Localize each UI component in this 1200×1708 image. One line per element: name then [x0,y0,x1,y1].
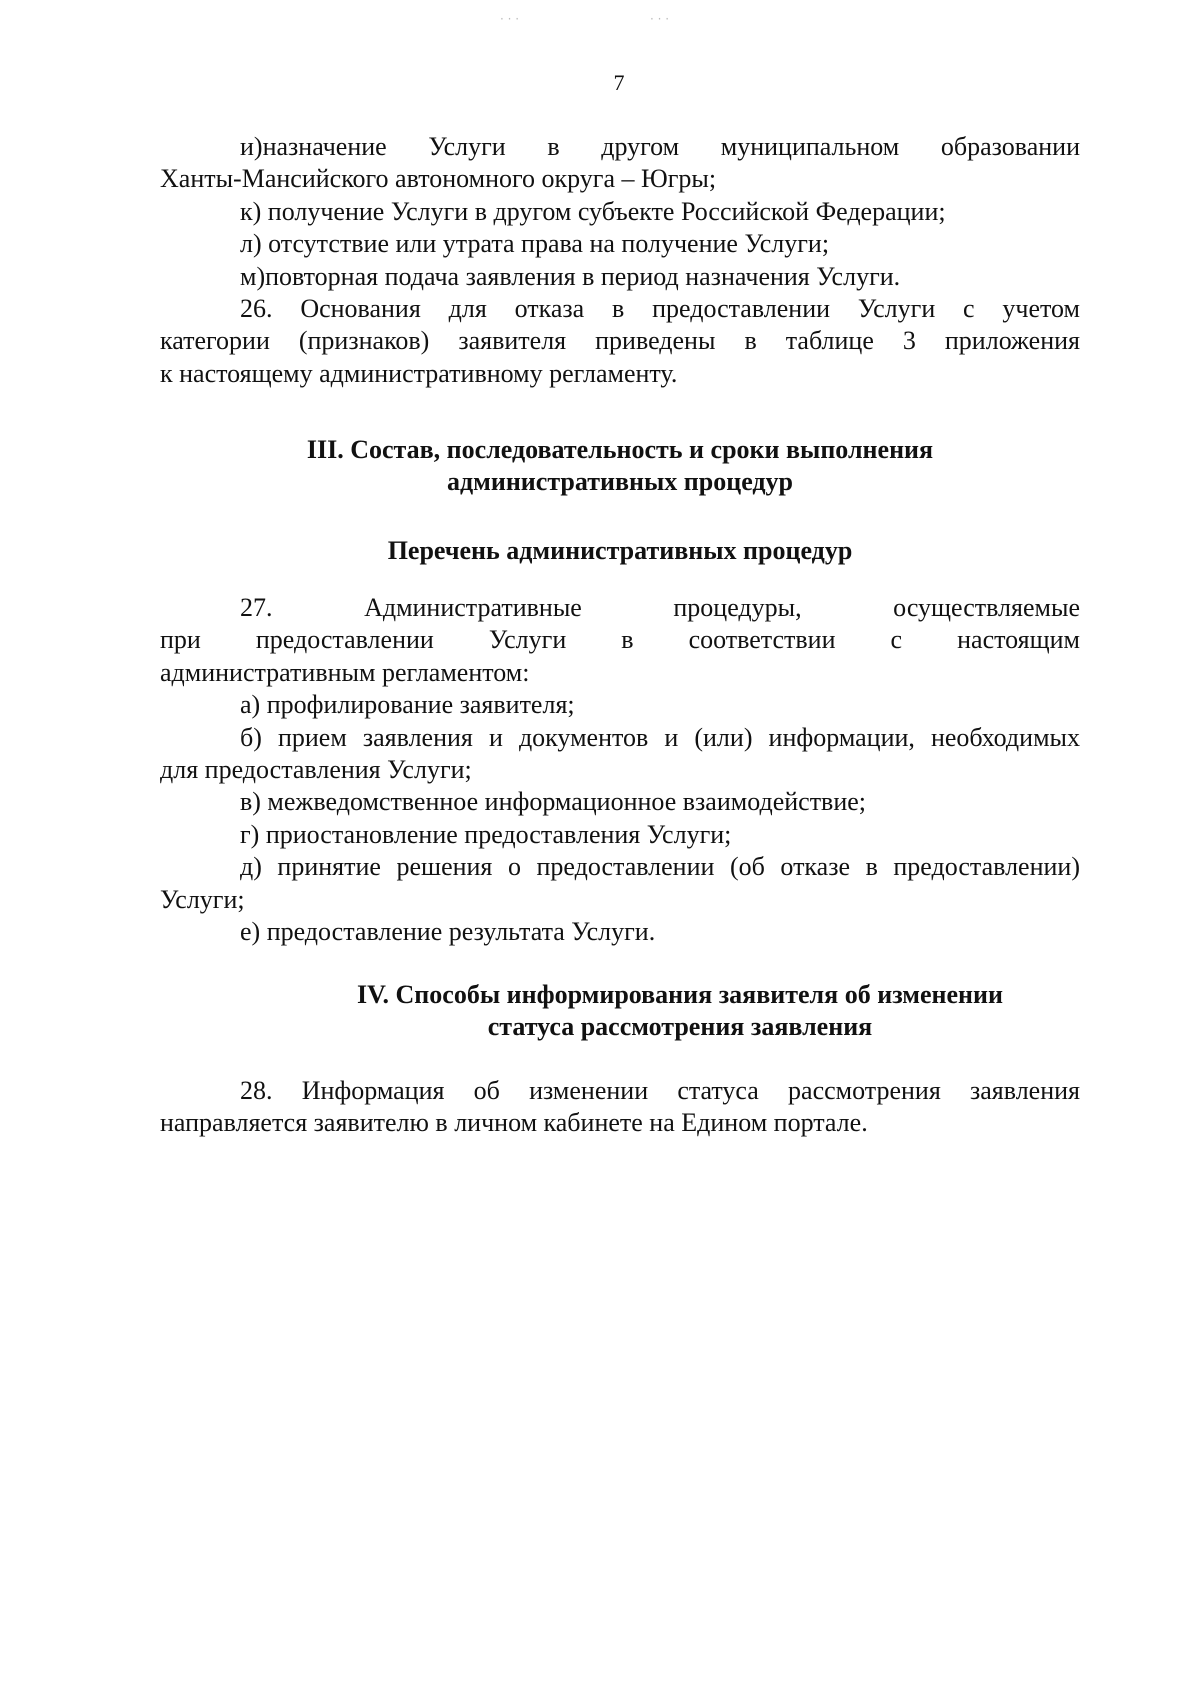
para-27-line3: административным регламентом: [160,657,530,687]
list-item-k: к) получение Услуги в другом субъекте Российской Федерации; [240,196,946,226]
list-item-m: м)повторная подача заявления в период назначения Услуги. [240,261,901,291]
para-26-line2: категории (признаков) заявителя приведены в таблице 3 приложения [160,326,1080,356]
section-iv-title-line1: IV. Способы информирования заявителя об изменении [356,980,1003,1009]
procedure-item-e: е) предоставление результата Услуги. [240,917,656,947]
scan-noise: · · · [650,12,670,26]
para-28-line1: 28. Информация об изменении статуса рассмотрения заявления [240,1076,1080,1105]
para-27-line2: при предоставлении Услуги в соответствии с настоящим [160,625,1080,655]
procedure-item-v: в) межведомственное информационное взаимодействие; [240,787,867,817]
section-iii-title-line2: административных процедур [446,467,794,497]
section-iii-subtitle: Перечень административных процедур [387,536,853,565]
section-iv-title-line2: статуса рассмотрения заявления [487,1012,873,1042]
procedure-item-b-line2: для предоставления Услуги; [160,755,472,785]
list-continuation [160,131,1080,390]
procedure-item-d-line2: Услуги; [160,884,245,914]
list-item-i-line1: и)назначение Услуги в другом муниципальном образовании [240,132,1080,161]
section-iii-title-line1: III. Состав, последовательность и сроки выполнения [306,435,934,464]
section-iv-title [220,979,1140,1044]
list-item-l: л) отсутствие или утрата права на получение Услуги; [240,229,830,259]
page-number: 7 [613,70,625,95]
procedure-item-d-line1: д) принятие решения о предоставлении (об отказе в предоставлении) [240,852,1080,882]
para-26-line3: к настоящему административному регламенту. [160,358,678,388]
procedure-item-b-line1: б) прием заявления и документов и (или) информации, необходимых [240,722,1080,752]
procedure-item-a: а) профилирование заявителя; [240,690,575,720]
para-28-line2: направляется заявителю в личном кабинете на Едином портале. [160,1108,868,1138]
para-26-line1: 26. Основания для отказа в предоставлении Услуги с учетом [240,294,1080,324]
scan-noise: · · · [500,12,520,26]
para-28 [160,1075,1080,1140]
list-item-i-line2: Ханты-Мансийского автономного округа – Югры; [160,164,717,194]
procedure-item-g: г) приостановление предоставления Услуги; [240,819,732,849]
section-iii-title [160,434,1080,499]
para-27-line1: 27. Административные процедуры, осуществляемые [240,593,1080,622]
para-27 [160,592,1080,948]
